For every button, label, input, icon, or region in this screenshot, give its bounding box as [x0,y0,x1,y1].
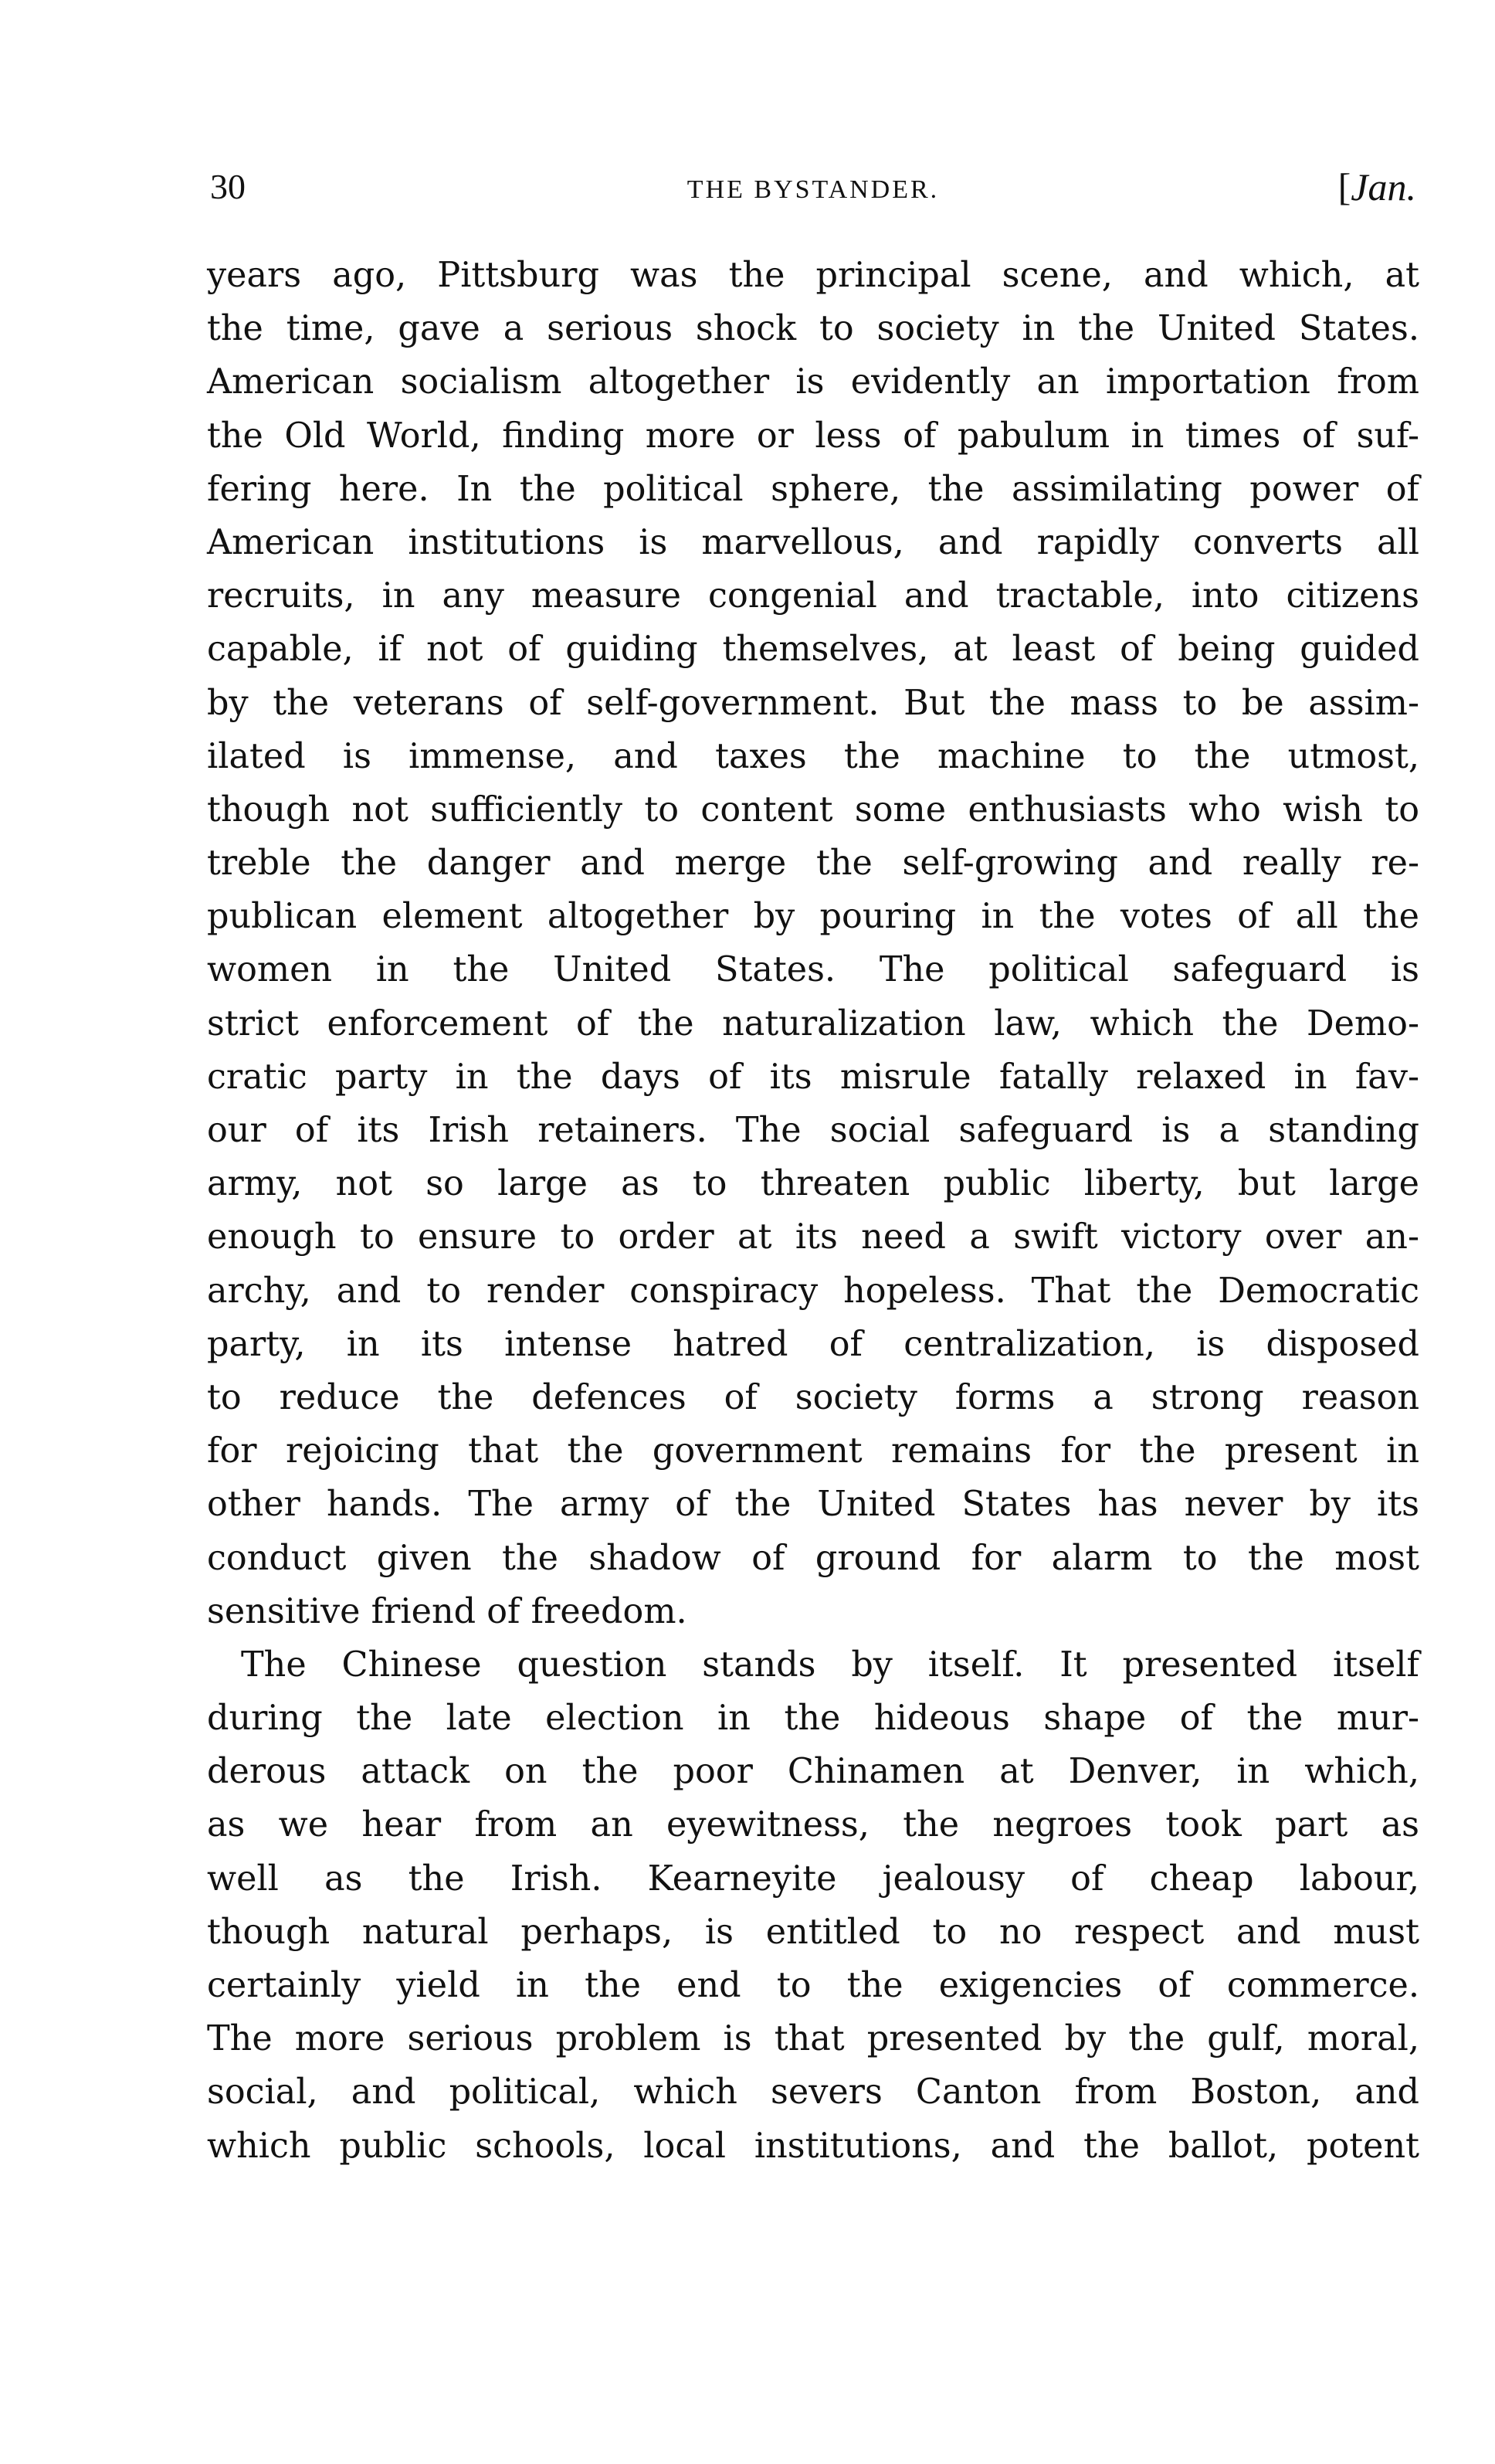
text-line: well as the Irish. Kearneyite jealousy of cheap labour, [207,1858,1419,1899]
text-line: the time, gave a serious shock to society in the United States. [207,309,1419,349]
running-header [210,164,1416,210]
text-line: treble the danger and merge the self-growing and really re- [207,843,1419,884]
text-line: American socialism altogether is evidently an importation from [207,362,1419,402]
date-month: Jan. [1351,165,1416,209]
text-line: strict enforcement of the naturalization law, which the Demo- [207,1003,1419,1044]
text-line: American institutions is marvellous, and rapidly converts all [207,522,1419,562]
text-line: ilated is immense, and taxes the machine to the utmost, [207,736,1419,776]
paragraph-1 [207,249,1419,1638]
text-line: archy, and to render conspiracy hopeless. That the Democratic [207,1271,1419,1311]
text-line: capable, if not of guiding themselves, at least of being guided [207,630,1419,670]
text-line: conduct given the shadow of ground for alarm to the most [207,1538,1419,1578]
text-line: though natural perhaps, is entitled to no respect and must [207,1912,1419,1952]
body-text [207,249,1419,2173]
paragraph-2 [207,1638,1419,2173]
text-line: during the late election in the hideous shape of the mur- [207,1699,1419,1739]
text-line: which public schools, local institutions, and the ballot, potent [207,2126,1419,2166]
text-line: women in the United States. The political safeguard is [207,950,1419,990]
text-line: to reduce the defences of society forms a strong reason [207,1377,1419,1417]
running-title: THE BYSTANDER. [686,175,940,204]
text-line: derous attack on the poor Chinamen at Denver, in which, [207,1752,1419,1792]
text-line: for rejoicing that the government remains for the present in [207,1431,1419,1471]
text-line: fering here. In the political sphere, the assimilating power of [207,469,1419,509]
text-line: publican element altogether by pouring in the votes of all the [207,897,1419,937]
text-line: years ago, Pittsburg was the principal scene, and which, at [207,256,1419,295]
text-line: cratic party in the days of its misrule fatally relaxed in fav- [207,1057,1419,1097]
text-line: social, and political, which severs Canton from Boston, and [207,2072,1419,2113]
text-line: party, in its intense hatred of centralization, is disposed [207,1324,1419,1364]
text-line: certainly yield in the end to the exigencies of commerce. [207,1966,1419,2005]
text-line: as we hear from an eyewitness, the negroes took part as [207,1805,1419,1845]
text-line: the Old World, finding more or less of pabulum in times of suf- [207,416,1419,456]
page-number: 30 [210,167,246,206]
date-bracket: [ [1337,165,1351,209]
text-line: other hands. The army of the United States has never by its [207,1485,1419,1525]
text-line: army, not so large as to threaten public liberty, but large [207,1164,1419,1204]
text-line: The Chinese question stands by itself. It presented itself [241,1644,1419,1685]
text-line: though not sufficiently to content some enthusiasts who wish to [207,789,1419,830]
text-line: The more serious problem is that presented by the gulf, moral, [207,2019,1419,2059]
text-line: our of its Irish retainers. The social safeguard is a standing [207,1111,1419,1150]
text-line: sensitive friend of freedom. [207,1591,687,1631]
text-line: by the veterans of self-government. But the mass to be assim- [207,683,1419,723]
text-line: recruits, in any measure congenial and tractable, into citizens [207,576,1419,616]
text-line: enough to ensure to order at its need a swift victory over an- [207,1217,1419,1257]
running-date [1338,164,1416,210]
